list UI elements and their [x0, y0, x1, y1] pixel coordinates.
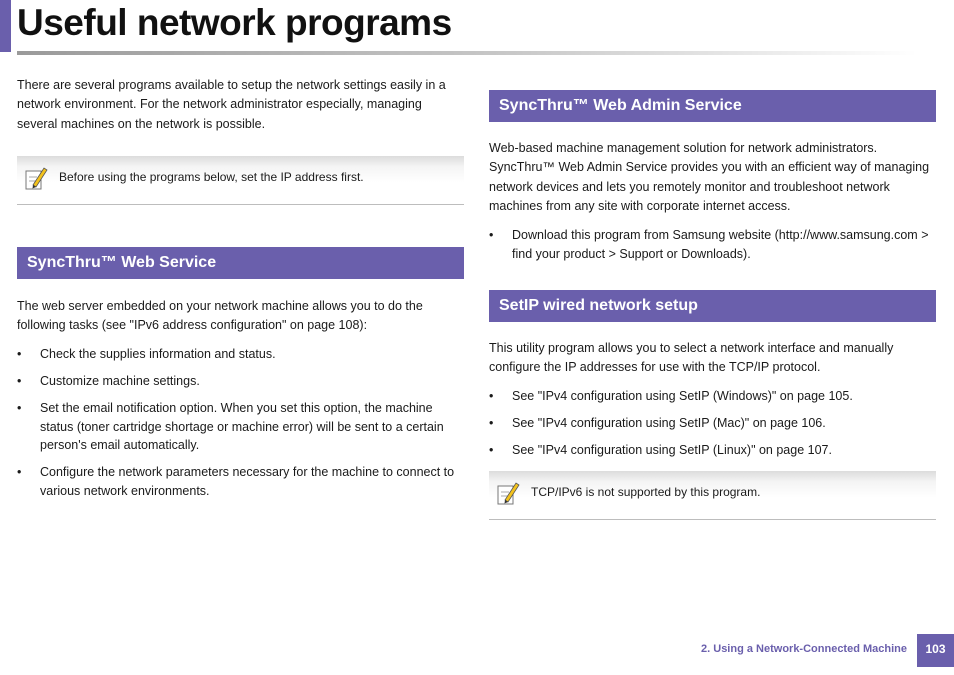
section-header-web-admin: SyncThru™ Web Admin Service: [489, 90, 936, 122]
web-admin-bullet-list: [489, 226, 936, 263]
right-column: [489, 90, 936, 520]
page-number-badge: 103: [917, 634, 954, 667]
setip-paragraph: This utility program allows you to select a network interface and manually configure the IP addresses for use with the TCP/IP protocol.: [489, 341, 894, 375]
list-item: • See "IPv4 configuration using SetIP (Linux)" on page 107.: [489, 441, 936, 460]
intro-paragraph: There are several programs available to setup the network settings easily in a network environment. For the network administrator especially, managing several machines on the network is possible.: [17, 78, 446, 131]
setip-bullet-list: [489, 387, 936, 460]
list-item: • Customize machine settings.: [17, 372, 464, 391]
note-pencil-icon: [24, 166, 48, 192]
web-service-paragraph: The web server embedded on your network machine allows you to do the following tasks (see "IPv6 address configuration" on page 108):: [17, 298, 423, 333]
footer-chapter-label: 2. Using a Network-Connected Machine: [701, 643, 907, 655]
note-text: Before using the programs below, set the IP address first.: [59, 169, 364, 184]
section-header-web-service: SyncThru™ Web Service: [17, 247, 464, 279]
web-admin-paragraph: Web-based machine management solution for network administrators. SyncThru™ Web Admin Service provides you with an efficient way of managing network devices and lets you remotely monitor and troubleshoot network machines from any site with corporate internet access.: [489, 141, 930, 213]
title-divider: [17, 51, 917, 55]
page-title: Useful network programs: [17, 2, 452, 43]
note-pencil-icon: [496, 481, 520, 507]
list-item: • See "IPv4 configuration using SetIP (Windows)" on page 105.: [489, 387, 936, 406]
list-item: • Configure the network parameters necessary for the machine to connect to various network environments.: [17, 463, 464, 500]
web-service-bullet-list: [17, 345, 464, 500]
title-accent-bar: [0, 0, 11, 52]
list-item: • See "IPv4 configuration using SetIP (Mac)" on page 106.: [489, 414, 936, 433]
note-box: [17, 156, 464, 205]
section-header-setip: SetIP wired network setup: [489, 290, 936, 322]
list-item: • Set the email notification option. When you set this option, the machine status (toner cartridge shortage or machine error) will be sent to a certain person's email automatically.: [17, 399, 464, 455]
list-item: • Download this program from Samsung website (http://www.samsung.com > find your product > Support or Downloads).: [489, 226, 936, 263]
left-column: [17, 76, 464, 509]
note-box: [489, 471, 936, 520]
list-item: • Check the supplies information and status.: [17, 345, 464, 364]
note-text: TCP/IPv6 is not supported by this program.: [531, 485, 761, 500]
